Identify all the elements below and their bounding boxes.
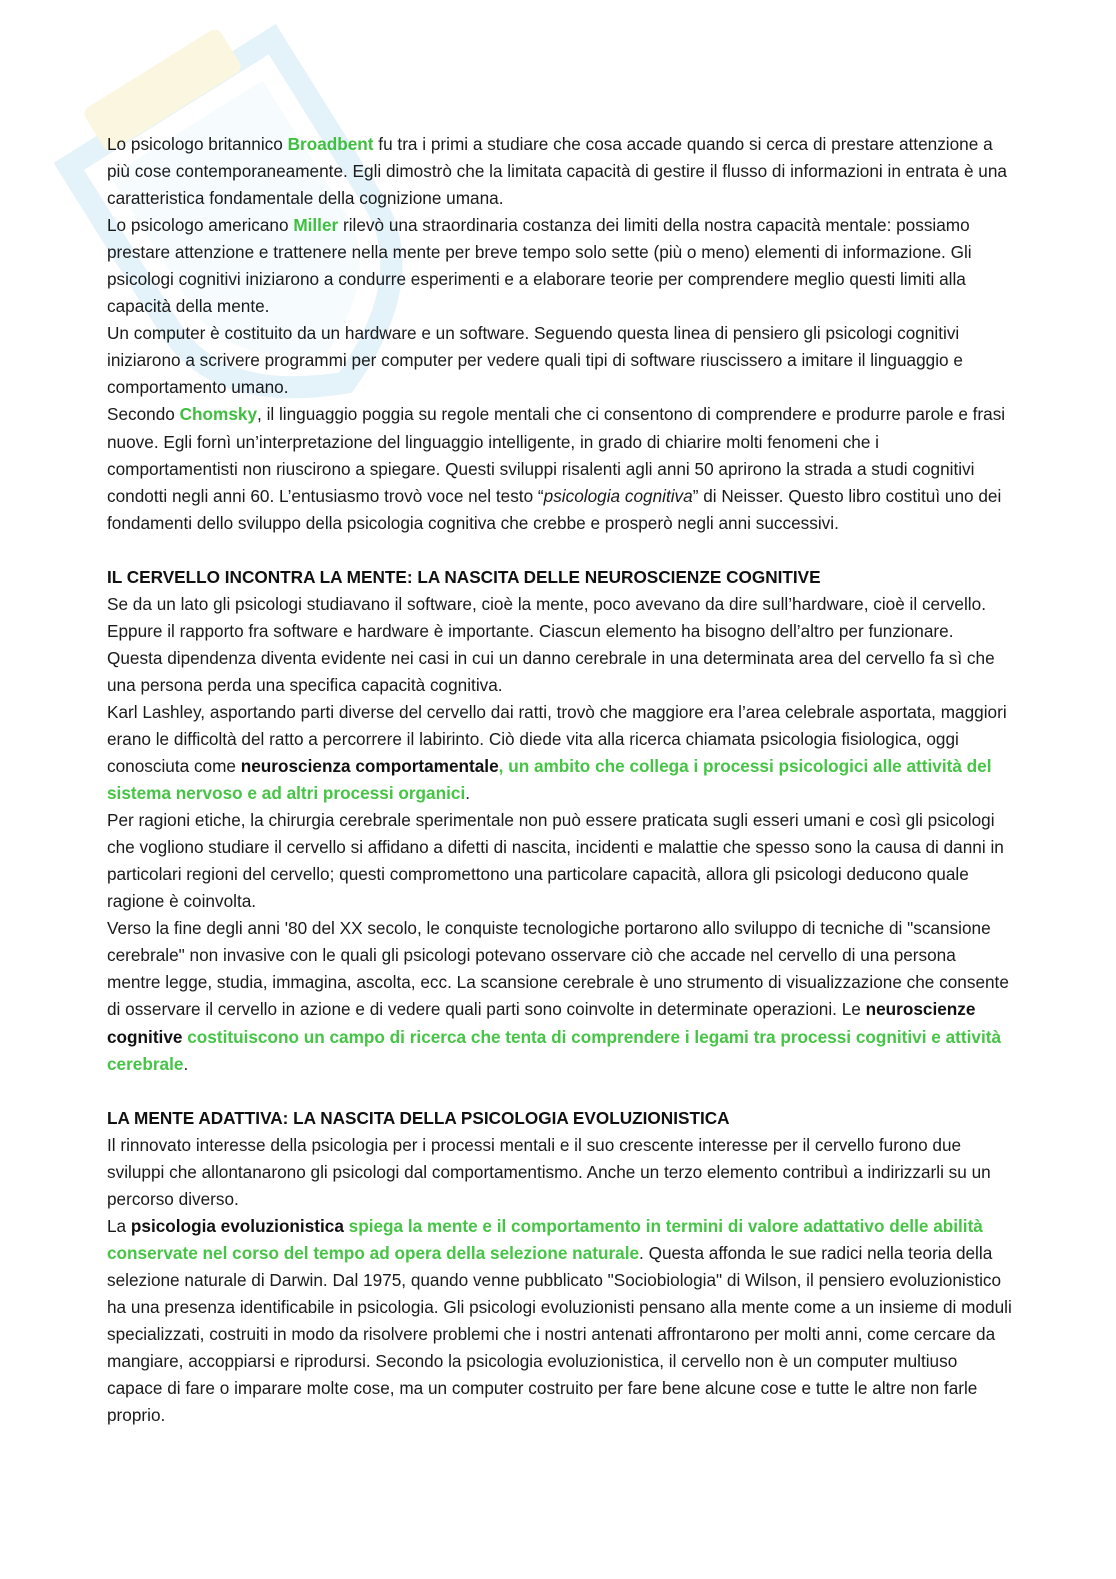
spacer — [107, 1078, 1012, 1105]
highlight-chomsky: Chomsky — [179, 404, 258, 425]
document-body — [107, 131, 1012, 1429]
book-title: psicologia cognitiva — [543, 485, 693, 506]
paragraph-chomsky: Secondo Chomsky, il linguaggio poggia su regole mentali che ci consentono di comprendere e produrre parole e frasi nuove. Egli fornì un’interpretazione del linguaggio intelligente, in grado di chiarire molti fenomeni che i comportamentisti non riuscirono a spiegare. Questi sviluppi risalenti agli anni 50 aprirono la strada a studi cognitivi condotti negli anni 60. L’entusiasmo trovò voce nel testo “psicologia cognitiva” di Neisser. Questo libro costituì uno dei fondamenti dello sviluppo della psicologia cognitiva che crebbe e prosperò negli anni successivi. — [107, 404, 1006, 533]
term-neuroscienza-comportamentale: neuroscienza comportamentale — [240, 756, 499, 777]
definition-neuroscienze-cognitive: costituiscono un campo di ricerca che tenta di comprendere i legami tra processi cognitivi e attività cerebrale — [107, 1026, 1001, 1074]
section-heading-neuroscienze: IL CERVELLO INCONTRA LA MENTE: LA NASCITA DELLE NEUROSCIENZE COGNITIVE — [107, 566, 821, 587]
term-neuroscienze-cognitive: neuroscienze cognitive — [107, 999, 976, 1047]
definition-neuroscienza-comportamentale: , un ambito che collega i processi psicologici alle attività del sistema nervoso e ad altri processi organici — [107, 756, 992, 804]
paragraph-rinnovato-interesse: Il rinnovato interesse della psicologia per i processi mentali e il suo crescente interesse per il cervello furono due sviluppi che allontanarono gli psicologi dal comportamentismo. Anche un terzo elemento contribuì a indirizzarli su un percorso diverso. — [107, 1134, 991, 1209]
paragraph-scansione: Verso la fine degli anni '80 del XX secolo, le conquiste tecnologiche portarono allo sviluppo di tecniche di "scansione cerebrale" non invasive con le quali gli psicologi potevano osservare ciò che accade nel cervello di una persona mentre legge, studia, immagina, ascolta, ecc. La scansione cerebrale è uno strumento di visualizzazione che consente di osservare il cervello in azione e di vedere quali parti sono coinvolte in determinate operazioni. Le neuroscienze cognitive costituiscono un campo di ricerca che tenta di comprendere i legami tra processi cognitivi e attività cerebrale. — [107, 918, 1009, 1074]
paragraph-miller: Lo psicologo americano Miller rilevò una straordinaria costanza dei limiti della nostra capacità mentale: possiamo prestare attenzione e trattenere nella mente per breve tempo solo sette (più o meno) elementi di informazione. Gli psicologi cognitivi iniziarono a condurre esperimenti e a elaborare teorie per comprendere meglio questi limiti alla capacità della mente. — [107, 215, 972, 317]
spacer — [107, 537, 1012, 564]
paragraph-computer: Un computer è costituito da un hardware e un software. Seguendo questa linea di pensiero gli psicologi cognitivi iniziarono a scrivere programmi per computer per vedere quali tipi di software riuscissero a imitare il linguaggio e comportamento umano. — [107, 323, 963, 398]
highlight-broadbent: Broadbent — [287, 134, 374, 154]
paragraph-lashley: Karl Lashley, asportando parti diverse del cervello dai ratti, trovò che maggiore era l’area celebrale asportata, maggiori erano le difficoltà del ratto a percorrere il labirinto. Ciò diede vita alla ricerca chiamata psicologia fisiologica, oggi conosciuta come neuroscienza comportamentale, un ambito che collega i processi psicologici alle attività del sistema nervoso e ad altri processi organici. — [107, 701, 1007, 804]
definition-psicologia-evoluzionistica: spiega la mente e il comportamento in termini di valore adattativo delle abilità conservate nel corso del tempo ad opera della selezione naturale — [107, 1215, 983, 1263]
highlight-miller: Miller — [293, 215, 339, 236]
term-psicologia-evoluzionistica: psicologia evoluzionistica — [130, 1215, 344, 1236]
paragraph-software-hardware: Se da un lato gli psicologi studiavano il software, cioè la mente, poco avevano da dire sull’hardware, cioè il cervello. Eppure il rapporto fra software e hardware è importante. Ciascun elemento ha bisogno dell’altro per funzionare. Questa dipendenza diventa evidente nei casi in cui un danno cerebrale in una determinata area del cervello fa sì che una persona perda una specifica capacità cognitiva. — [107, 593, 995, 695]
section-heading-mente-adattiva: LA MENTE ADATTIVA: LA NASCITA DELLA PSICOLOGIA EVOLUZIONISTICA — [107, 1107, 730, 1128]
paragraph-ragioni-etiche: Per ragioni etiche, la chirurgia cerebrale sperimentale non può essere praticata sugli esseri umani e così gli psicologi che vogliono studiare il cervello si affidano a difetti di nascita, incidenti e malattie che spesso sono la causa di danni in particolari regioni del cervello; questi compromettono una particolare capacità, allora gli psicologi deducono quale ragione è coinvolta. — [107, 810, 1004, 912]
paragraph-psicologia-evoluzionistica: La psicologia evoluzionistica spiega la mente e il comportamento in termini di valore adattativo delle abilità conservate nel corso del tempo ad opera della selezione naturale. Questa affonda le sue radici nella teoria della selezione naturale di Darwin. Dal 1975, quando venne pubblicato "Sociobiologia" di Wilson, il pensiero evoluzionistico ha una presenza identificabile in psicologia. Gli psicologi evoluzionisti pensano alla mente come a un insieme di moduli specializzati, costruiti in modo da risolvere problemi che i nostri antenati affrontarono per molti anni, come cercare da mangiare, accoppiarsi e riprodursi. Secondo la psicologia evoluzionistica, il cervello non è un computer multiuso capace di fare o imparare molte cose, ma un computer costruito per fare bene alcune cose e tutte le altre non farle proprio. — [107, 1215, 1012, 1426]
paragraph-broadbent: Lo psicologo britannico Broadbent fu tra i primi a studiare che cosa accade quando si cerca di prestare attenzione a più cose contemporaneamente. Egli dimostrò che la limitata capacità di gestire il flusso di informazioni in entrata è una caratteristica fondamentale della cognizione umana. — [107, 134, 1007, 209]
